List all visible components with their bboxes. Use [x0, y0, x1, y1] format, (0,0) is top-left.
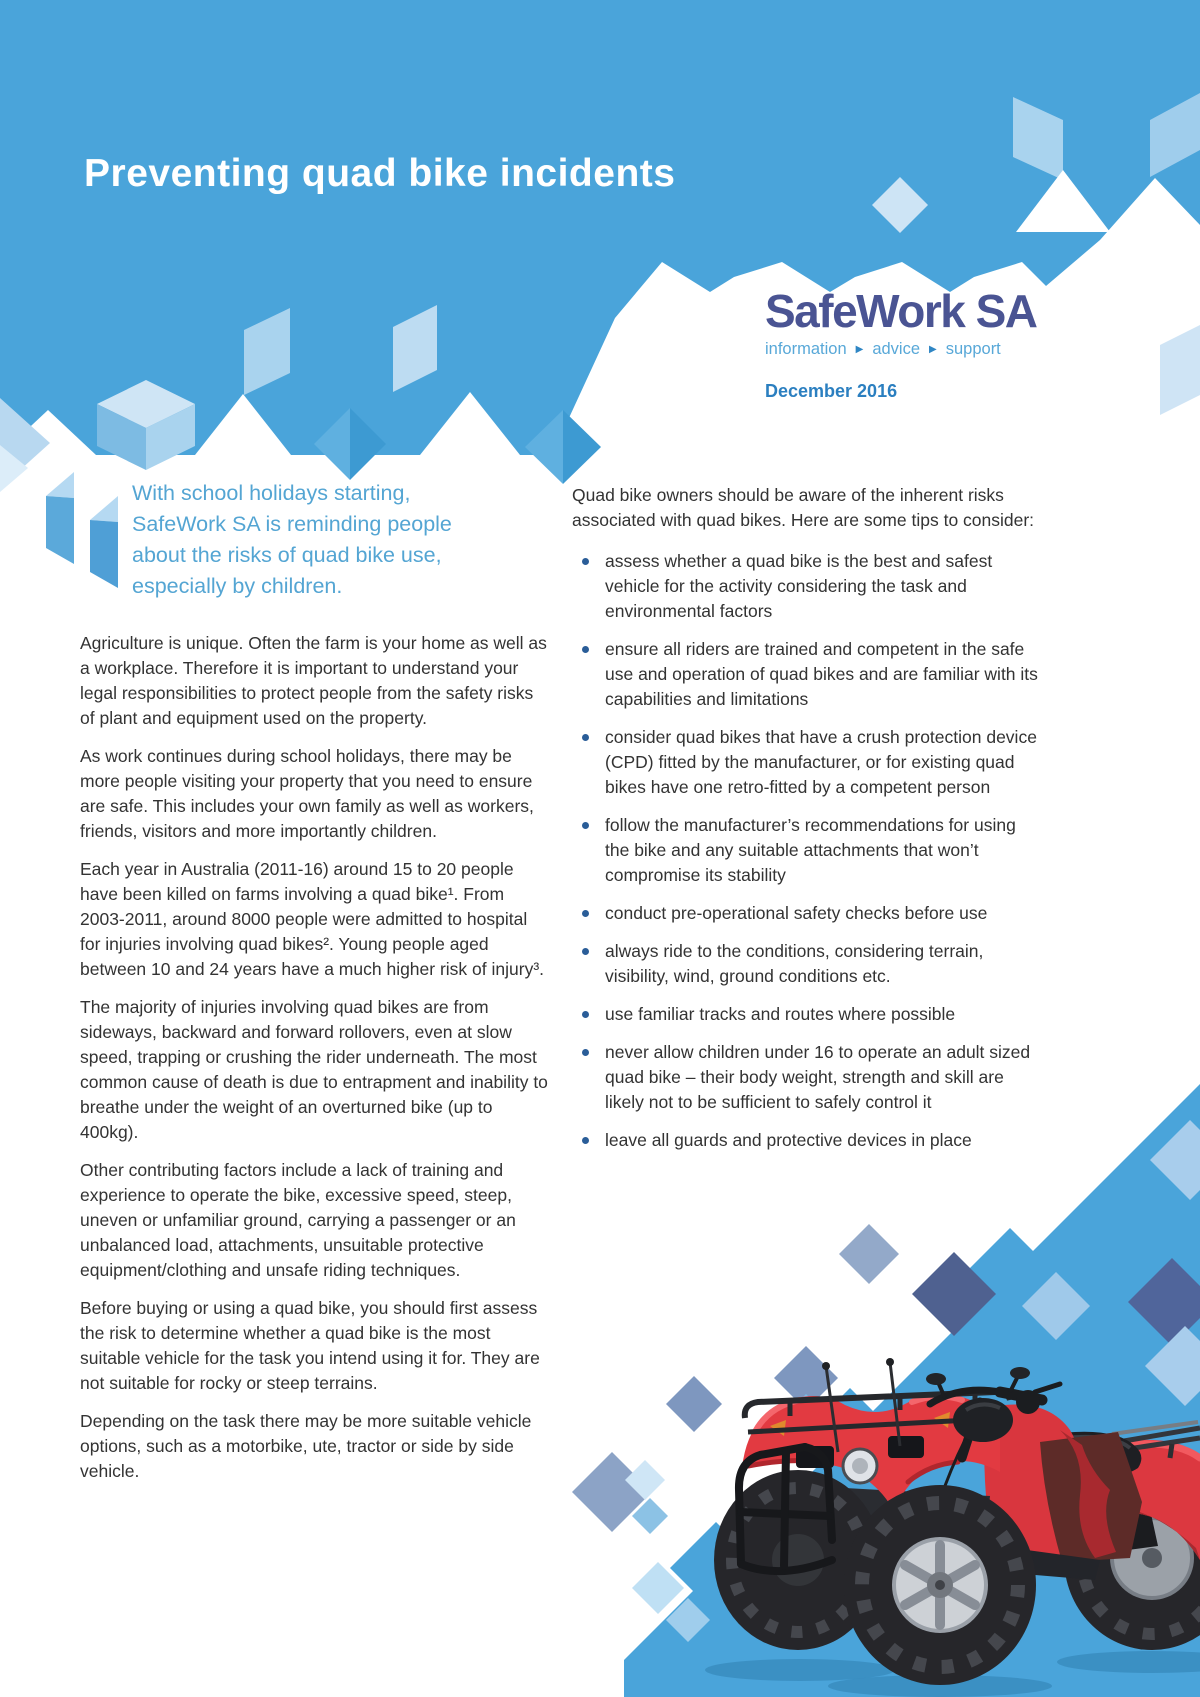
logo-tagline — [765, 340, 1055, 359]
tagline-support: support — [945, 340, 1001, 358]
arrow-icon: ▶ — [929, 343, 937, 355]
bullet-dot-icon — [582, 1011, 589, 1018]
bullet-text: use familiar tracks and routes where possible — [605, 1004, 956, 1024]
paragraph: Agriculture is unique. Often the farm is your home as well as a workplace. Therefore it is important to understand your legal responsibilities to protect people from the safety risks of plant and equipment used on the property. — [80, 633, 547, 728]
paragraph: As work continues during school holidays, there may be more people visiting your property that you need to ensure are safe. This includes your own family as well as workers, friends, visitors and more importantly children. — [80, 746, 534, 841]
page-title: Preventing quad bike incidents — [84, 152, 676, 195]
bullet-dot-icon — [582, 646, 589, 653]
tagline-advice: advice — [872, 340, 921, 358]
list-item — [572, 1002, 1044, 1027]
list-item — [572, 1040, 1044, 1115]
arrow-icon: ▶ — [855, 343, 864, 355]
bullet-text: ensure all riders are trained and competent in the safe use and operation of quad bikes and are familiar with its capabilities and limitations — [605, 639, 1038, 709]
tagline-information: information — [765, 340, 847, 358]
bullet-text: conduct pre-operational safety checks before use — [605, 903, 988, 923]
bullet-dot-icon — [582, 558, 589, 565]
list-item — [572, 813, 1044, 888]
bullet-dot-icon — [582, 822, 589, 829]
logo-wordmark: SafeWork SA — [765, 285, 1037, 337]
tips-intro: Quad bike owners should be aware of the inherent risks associated with quad bikes. Here are some tips to consider: — [572, 485, 1035, 530]
bullet-dot-icon — [582, 948, 589, 955]
list-item — [572, 637, 1044, 712]
list-item — [572, 725, 1044, 800]
list-item — [572, 901, 1044, 926]
paragraph: Before buying or using a quad bike, you should first assess the risk to determine whether a quad bike is the most suitable vehicle for the task you intend using it for. They are not suitable for rocky or steep terrains. — [80, 1298, 540, 1393]
list-item — [572, 939, 1044, 989]
right-column — [572, 483, 1044, 1166]
list-item — [572, 549, 1044, 624]
bullet-text: always ride to the conditions, considering terrain, visibility, wind, ground conditions etc. — [605, 941, 984, 986]
bullet-text: never allow children under 16 to operate an adult sized quad bike – their body weight, strength and skill are likely not to be sufficient to safely control it — [605, 1042, 1031, 1112]
paragraph: Depending on the task there may be more suitable vehicle options, such as a motorbike, ute, tractor or side by side vehicle. — [80, 1411, 532, 1481]
bullet-dot-icon — [582, 1137, 589, 1144]
quote-text: With school holidays starting, SafeWork SA is reminding people about the risks of quad bike use, especially by children. — [132, 481, 452, 598]
bullet-dot-icon — [582, 1049, 589, 1056]
tips-list — [572, 549, 1044, 1153]
bullet-text: assess whether a quad bike is the best and safest vehicle for the activity considering the task and environmental factors — [605, 551, 993, 621]
list-item — [572, 1128, 1044, 1153]
bullet-dot-icon — [582, 910, 589, 917]
paragraph: Other contributing factors include a lack of training and experience to operate the bike, excessive speed, steep, uneven or unfamiliar ground, carrying a passenger or an unbalanced load, attachments, unsuitable protective equipment/clothing and unsafe riding techniques. — [80, 1160, 516, 1280]
bullet-text: follow the manufacturer’s recommendations for using the bike and any suitable attachments that won’t compromise its stability — [605, 815, 1016, 885]
left-column — [80, 631, 550, 1497]
bullet-text: leave all guards and protective devices in place — [605, 1130, 972, 1150]
paragraph: The majority of injuries involving quad bikes are from sideways, backward and forward rollovers, even at slow speed, trapping or crushing the rider underneath. The most common cause of death is due to entrapment and inability to breathe under the weight of an overturned bike (up to 400kg). — [80, 997, 548, 1142]
header-pattern — [0, 0, 1200, 500]
safework-logo — [765, 285, 1055, 402]
bullet-dot-icon — [582, 734, 589, 741]
bullet-text: consider quad bikes that have a crush protection device (CPD) fitted by the manufacturer, or for existing quad bikes have one retro-fitted by a competent person — [605, 727, 1037, 797]
quote-mark-icon — [44, 468, 144, 594]
issue-date: December 2016 — [765, 381, 898, 401]
paragraph: Each year in Australia (2011-16) around 15 to 20 people have been killed on farms involving a quad bike¹. From 2003-2011, around 8000 people were admitted to hospital for injuries involving quad bikes². Young people aged between 10 and 24 years have a much higher risk of injury³. — [80, 859, 545, 979]
